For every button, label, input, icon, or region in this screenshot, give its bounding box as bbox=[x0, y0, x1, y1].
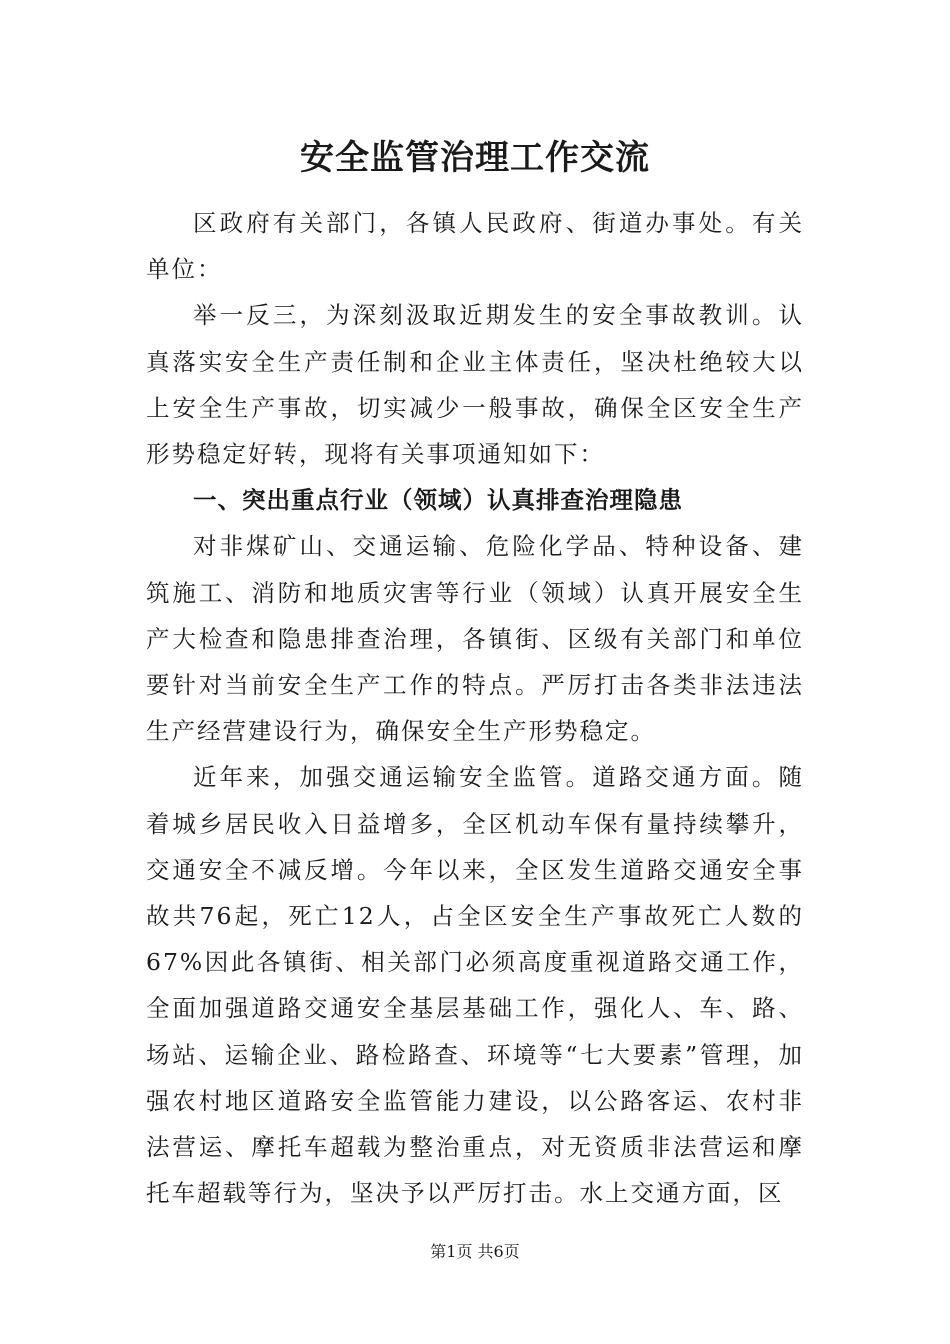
document-body bbox=[146, 200, 804, 1216]
document-title: 安全监管治理工作交流 bbox=[300, 138, 650, 178]
traffic-paragraph: 近年来，加强交通运输安全监管。道路交通方面。随着城乡居民收入日益增多，全区机动车保有量持续攀升，交通安全不减反增。今年以来，全区发生道路交通安全事故共76起，死亡12人，占全区安全生产事故死亡人数的67%因此各镇街、相关部门必须高度重视道路交通工作，全面加强道路交通安全基层基础工作，强化人、车、路、场站、运输企业、路检路查、环境等“七大要素”管理，加强农村地区道路安全监管能力建设，以公路客运、农村非法营运、摩托车超载为整治重点，对无资质非法营运和摩托车超载等行为，坚决予以严厉打击。水上交通方面，区 bbox=[146, 763, 804, 1208]
recipients-paragraph: 区政府有关部门，各镇人民政府、街道办事处。有关单位： bbox=[146, 209, 804, 284]
page-number-footer: 第1页 共6页 bbox=[430, 1242, 520, 1261]
section-body-paragraph: 对非煤矿山、交通运输、危险化学品、特种设备、建筑施工、消防和地质灾害等行业（领域）认真开展安全生产大检查和隐患排查治理，各镇街、区级有关部门和单位要针对当前安全生产工作的特点。严厉打击各类非法违法生产经营建设行为，确保安全生产形势稳定。 bbox=[146, 532, 804, 746]
section-heading: 一、突出重点行业（领域）认真排查治理隐患 bbox=[193, 486, 683, 515]
intro-paragraph: 举一反三，为深刻汲取近期发生的安全事故教训。认真落实安全生产责任制和企业主体责任，坚决杜绝较大以上安全生产事故，切实减少一般事故，确保全区安全生产形势稳定好转，现将有关事项通知如下： bbox=[146, 301, 804, 469]
